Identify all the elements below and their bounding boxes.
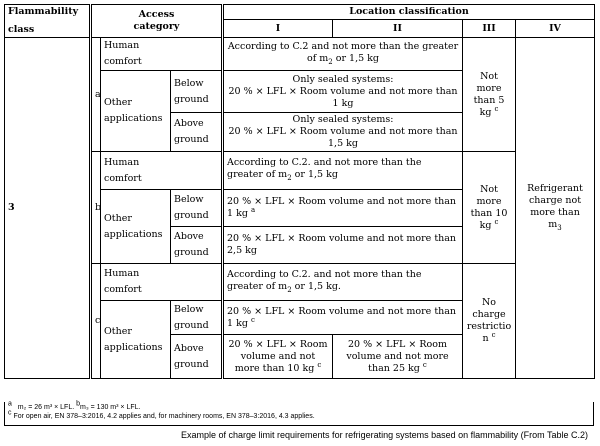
other-label: Other bbox=[104, 212, 132, 224]
header-location-classification: Location classification bbox=[223, 5, 595, 20]
row-c-below-text: 20 % × LFL × Room volume and not more than 1 kg bbox=[227, 305, 457, 329]
ground-label: ground bbox=[174, 210, 209, 221]
row-c-above-ground-limit-I bbox=[223, 335, 333, 379]
footnotes bbox=[4, 402, 594, 426]
row-a-human-comfort-limit bbox=[223, 38, 463, 71]
header-flammability-class bbox=[5, 5, 91, 38]
ground-label: ground bbox=[174, 247, 209, 258]
applications-label: applications bbox=[104, 228, 163, 240]
row-a-below-ground-limit bbox=[223, 71, 463, 113]
human-label: Human bbox=[104, 156, 140, 168]
header-class-text: class bbox=[8, 24, 35, 35]
class-value-cell: 3 bbox=[5, 38, 91, 379]
above-label: Above bbox=[174, 342, 204, 354]
col4-l4: m bbox=[548, 218, 558, 230]
ground-label: ground bbox=[174, 319, 209, 331]
footnote-a-text: m₂ = 26 m³ × LFL. bbox=[17, 404, 75, 411]
row-b-above-ground-limit: 20 % × LFL × Room volume and not more than 2,5 kg bbox=[223, 227, 463, 264]
header-flammability-text: Flammability bbox=[8, 6, 79, 17]
other-label: Other bbox=[104, 325, 132, 337]
footnote-c-text: For open air, EN 378–3:2016, 4.2 applies and, for machinery rooms, EN 378–3:2016, 4.3 applies. bbox=[13, 413, 315, 420]
col4-refrigerant-charge bbox=[516, 38, 595, 379]
footnote-c bbox=[8, 409, 590, 421]
footnote-b-mark: b bbox=[76, 400, 81, 408]
row-c-human-text-end: or 1,5 kg. bbox=[291, 280, 341, 292]
row-a-above-l2: 20 % × LFL × Room volume and not more than 1,5 kg bbox=[228, 126, 458, 149]
row-a-letter: a bbox=[91, 38, 101, 152]
row-b-col3-sup: c bbox=[494, 217, 499, 226]
row-c-human-comfort-label bbox=[101, 264, 223, 301]
charge-limit-table-container bbox=[4, 4, 594, 379]
below-label: Below bbox=[174, 194, 204, 205]
footnote-ab bbox=[8, 400, 590, 412]
row-a-human-text: According to C.2 and not more than the greater of m bbox=[227, 40, 459, 64]
row-b-human-sub: 2 bbox=[287, 173, 292, 182]
row-a-col3-l3: than 5 bbox=[473, 94, 505, 106]
row-a-col3-l4: kg bbox=[479, 106, 492, 118]
row-a-below-l2: 20 % × LFL × Room volume and not more than 1 kg bbox=[228, 85, 458, 109]
row-b-human-comfort-limit bbox=[223, 152, 463, 190]
below-label: Below bbox=[174, 303, 204, 315]
row-c-above-II-sup: c bbox=[422, 360, 427, 369]
ground-label: ground bbox=[174, 358, 209, 370]
row-b-human-text-end: or 1,5 kg bbox=[291, 169, 338, 181]
above-label: Above bbox=[174, 231, 204, 242]
comfort-label: comfort bbox=[104, 284, 142, 295]
row-a-below-ground-label bbox=[171, 71, 223, 113]
human-label: Human bbox=[104, 40, 140, 51]
row-c-col3 bbox=[463, 264, 516, 379]
comfort-label: comfort bbox=[104, 172, 142, 184]
applications-label: applications bbox=[104, 113, 163, 124]
row-c-col3-l1: No bbox=[481, 297, 497, 308]
row-b-col3-l1: Not bbox=[480, 183, 498, 195]
human-label: Human bbox=[104, 268, 140, 279]
row-b-col3-l3: than 10 bbox=[470, 207, 508, 219]
charge-limit-table bbox=[4, 4, 595, 379]
col4-l2: charge not bbox=[528, 194, 582, 206]
header-access-category bbox=[91, 5, 223, 38]
row-b-human-text: According to C.2. and not more than the greater of m bbox=[227, 157, 422, 181]
comfort-label: comfort bbox=[104, 56, 142, 67]
row-c-above-I-sup: c bbox=[317, 360, 322, 369]
header-col-III: III bbox=[463, 20, 516, 38]
row-c-other-applications-label bbox=[101, 301, 171, 379]
row-a-above-l1: Only sealed systems: bbox=[292, 114, 394, 125]
col4-l3: more than bbox=[530, 206, 580, 218]
other-label: Other bbox=[104, 97, 132, 108]
row-b-col3-l4: kg bbox=[479, 219, 492, 231]
row-b-below-ground-label bbox=[171, 190, 223, 227]
row-c-above-I-text: 20 % × LFL × Room volume and not more than 10 kg bbox=[228, 338, 328, 374]
row-b-human-comfort-label bbox=[101, 152, 223, 190]
row-b-below-ground-limit bbox=[223, 190, 463, 227]
row-a-above-ground-limit bbox=[223, 113, 463, 152]
ground-label: ground bbox=[174, 134, 209, 145]
row-a-col3-l1: Not bbox=[480, 70, 498, 82]
header-col-IV: IV bbox=[516, 20, 595, 38]
row-a-human-sub: 2 bbox=[328, 57, 333, 66]
row-c-above-II-text: 20 % × LFL × Room volume and not more than 25 kg bbox=[346, 338, 449, 374]
row-c-human-text: According to C.2. and not more than the greater of m bbox=[227, 268, 422, 292]
above-label: Above bbox=[174, 118, 204, 129]
row-c-col3-l4: n bbox=[482, 333, 489, 344]
applications-label: applications bbox=[104, 341, 163, 353]
row-b-below-text: 20 % × LFL × Room volume and not more than 1 kg bbox=[227, 196, 457, 219]
below-label: Below bbox=[174, 77, 204, 89]
row-c-col3-l2: charge bbox=[472, 309, 506, 320]
row-a-human-comfort-label bbox=[101, 38, 223, 71]
row-a-below-l1: Only sealed systems: bbox=[292, 73, 394, 85]
row-c-above-ground-label bbox=[171, 335, 223, 379]
row-a-above-ground-label bbox=[171, 113, 223, 152]
row-a-col3-sup: c bbox=[494, 104, 499, 113]
row-b-other-applications-label bbox=[101, 190, 171, 264]
row-c-above-ground-limit-II bbox=[333, 335, 463, 379]
row-c-col3-sup: c bbox=[491, 330, 496, 339]
row-b-above-ground-label bbox=[171, 227, 223, 264]
row-a-col3 bbox=[463, 38, 516, 152]
row-c-below-ground-limit bbox=[223, 301, 463, 335]
figure-caption: Example of charge limit requirements for refrigerating systems based on flammability (From Table C.2) bbox=[181, 430, 588, 440]
row-c-letter: c bbox=[91, 264, 101, 379]
row-c-human-sub: 2 bbox=[287, 285, 292, 294]
header-category-text: category bbox=[133, 21, 180, 32]
col4-l1: Refrigerant bbox=[527, 182, 583, 194]
row-c-below-ground-label bbox=[171, 301, 223, 335]
row-c-human-comfort-limit bbox=[223, 264, 463, 301]
footnote-c-mark: c bbox=[8, 409, 12, 417]
ground-label: ground bbox=[174, 93, 209, 105]
footnote-a-mark: a bbox=[8, 400, 12, 408]
row-b-below-sup: a bbox=[250, 205, 256, 214]
header-col-I: I bbox=[223, 20, 333, 38]
row-b-col3 bbox=[463, 152, 516, 264]
footnote-b-text: m₃ = 130 m³ × LFL. bbox=[80, 404, 141, 411]
row-c-col3-l3: restrictio bbox=[466, 321, 512, 332]
row-b-col3-l2: more bbox=[476, 195, 502, 207]
row-a-human-text-end: or 1,5 kg bbox=[332, 52, 379, 64]
row-b-letter: b bbox=[91, 152, 101, 264]
row-c-below-sup: c bbox=[250, 315, 255, 324]
header-col-II: II bbox=[333, 20, 463, 38]
col4-sub: 3 bbox=[557, 223, 562, 232]
header-access-text: Access bbox=[138, 9, 175, 20]
row-a-other-applications-label bbox=[101, 71, 171, 152]
row-a-col3-l2: more bbox=[476, 82, 502, 94]
